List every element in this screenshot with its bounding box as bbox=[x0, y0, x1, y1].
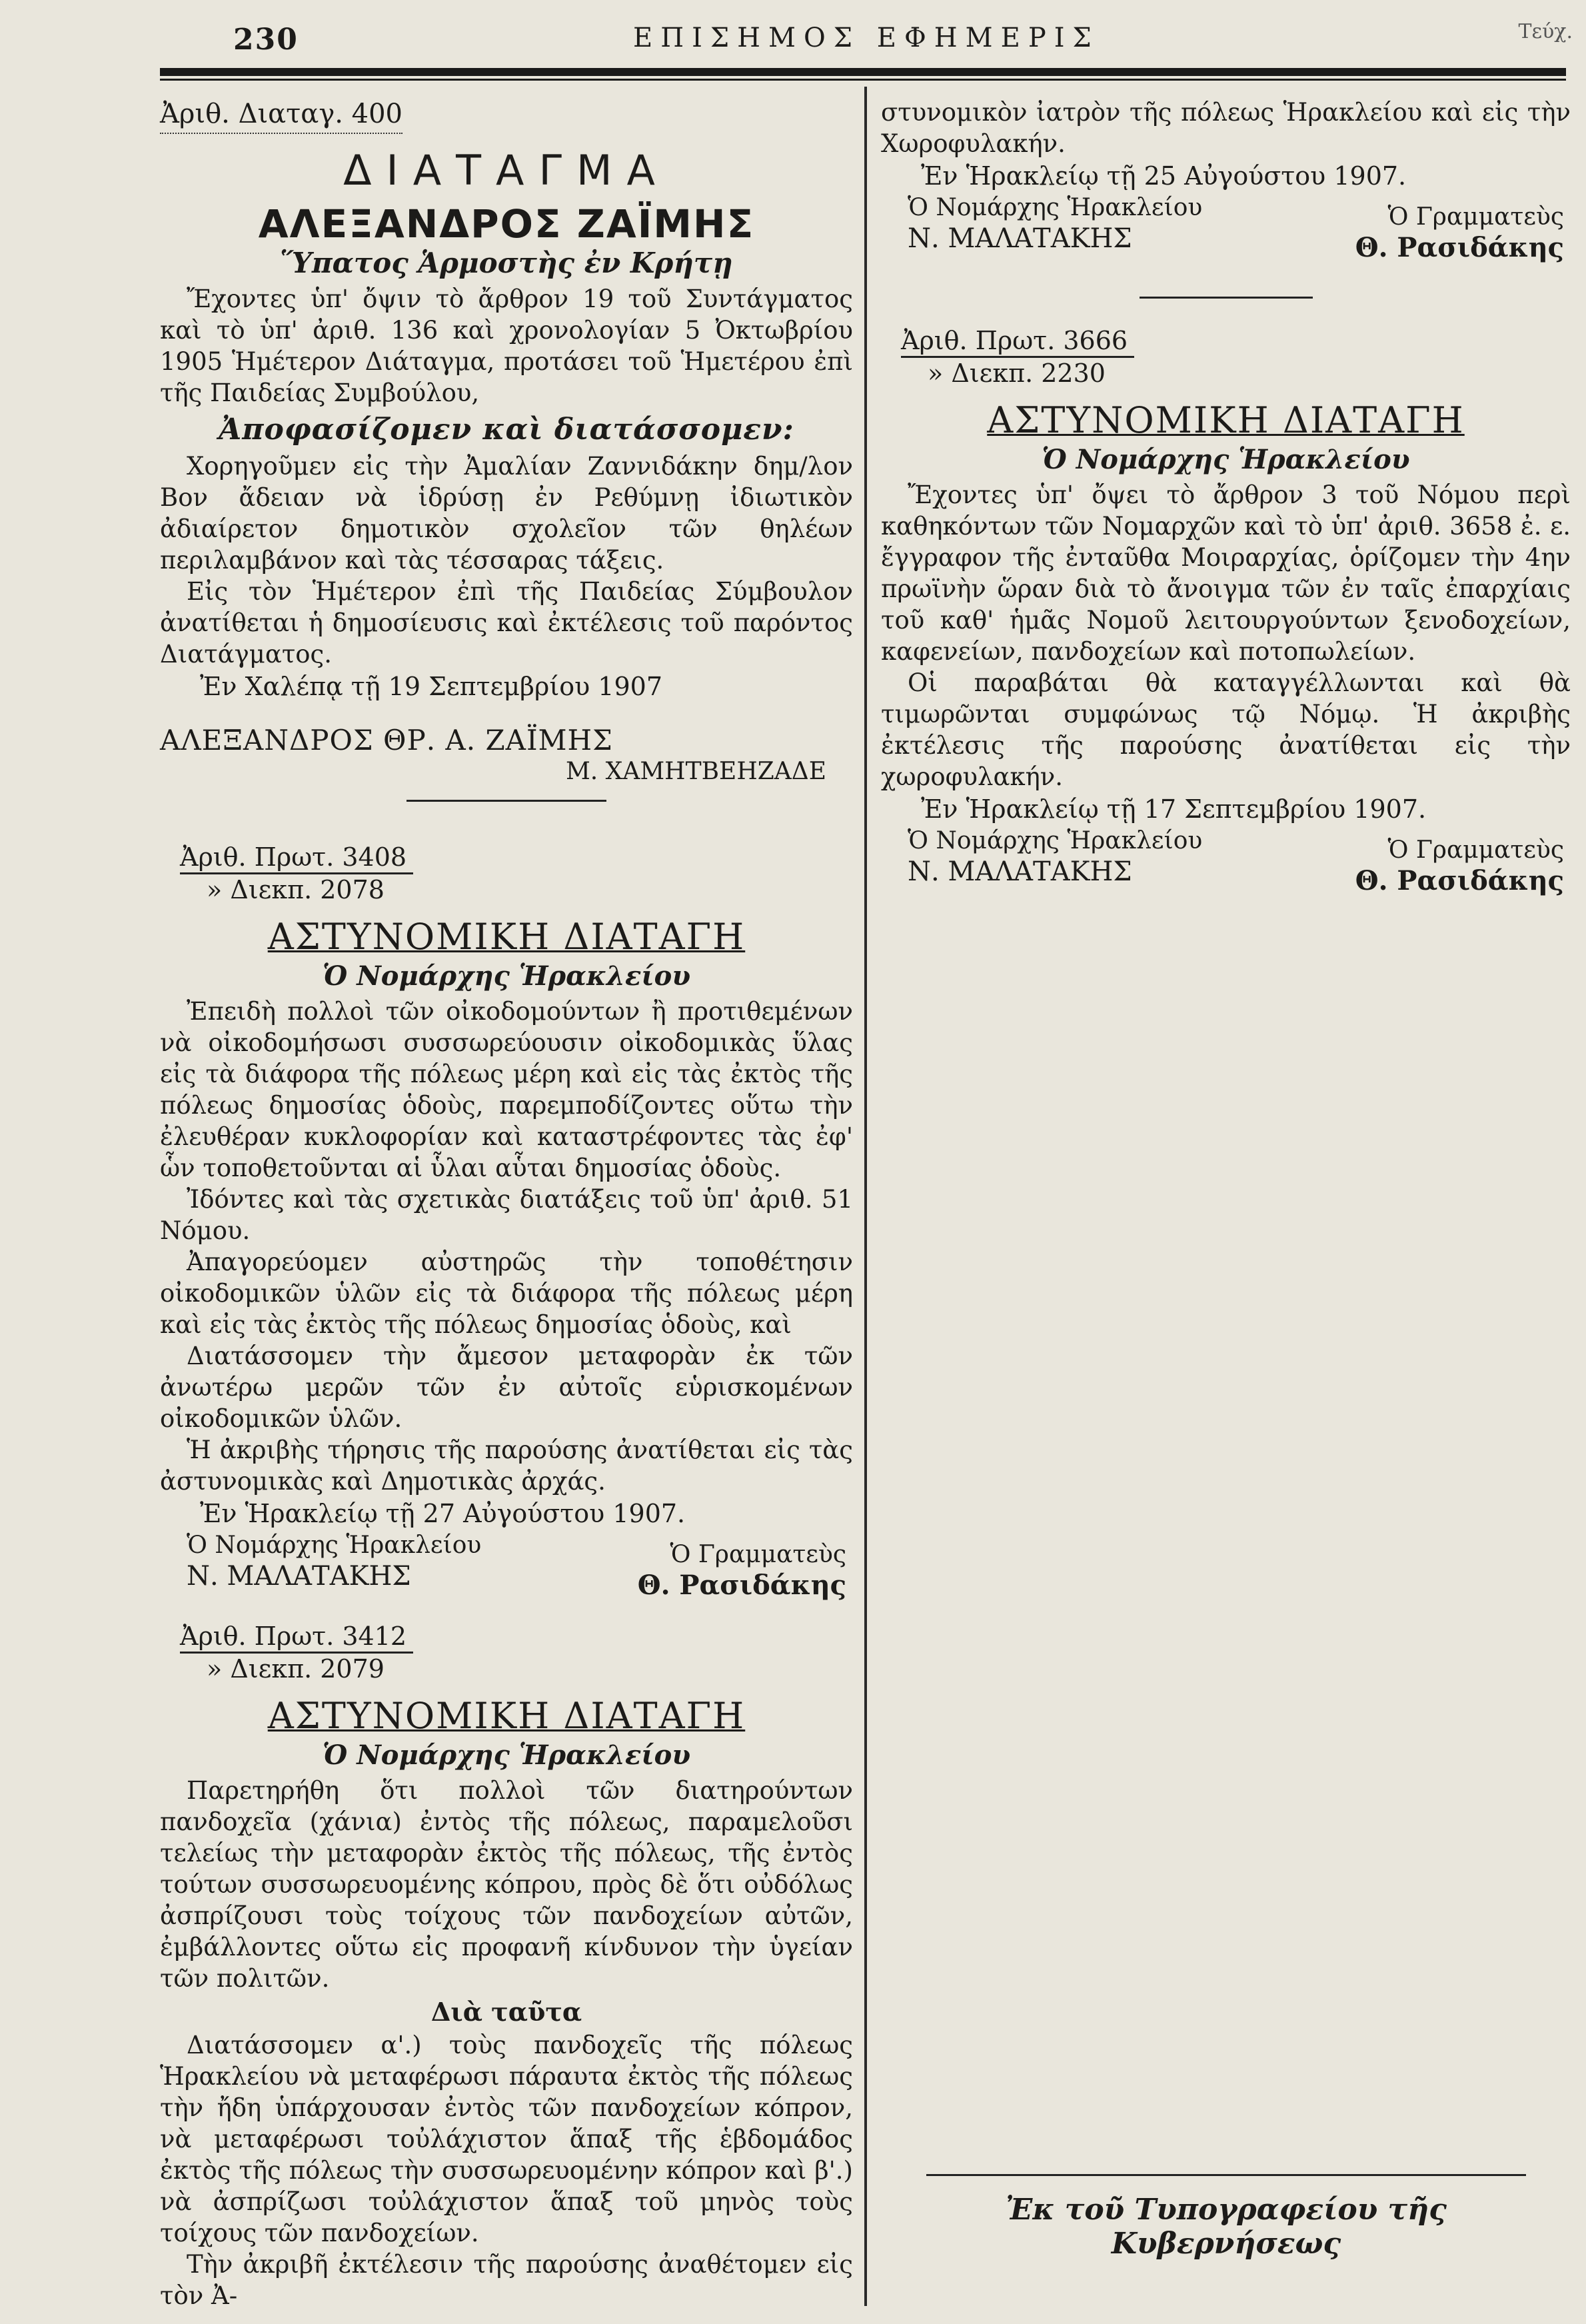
decree-date: Ἐν Χαλέπᾳ τῇ 19 Σεπτεμβρίου 1907 bbox=[200, 672, 663, 701]
decree-name: ΑΛΕΞΑΝΔΡΟΣ ΖΑΪΜΗΣ bbox=[258, 201, 755, 247]
decree-paragraph: Εἰς τὸν Ἡμέτερον ἐπὶ τῆς Παιδείας Σύμβουλον ἀνατίθεται ἡ δημοσίευσις καὶ ἐκτέλεσις τοῦ παρόντος Διατάγματος. bbox=[160, 577, 853, 668]
printer-imprint: Ἐκ τοῦ Τυπογραφείου τῆς Κυβερνήσεως bbox=[1006, 2193, 1447, 2261]
separator bbox=[406, 800, 606, 802]
order-paragraph: Οἱ παραβάται θὰ καταγγέλλωνται καὶ θὰ τιμωρῶνται συμφώνως τῷ Νόμῳ. Ἡ ἀκριβὴς ἐκτέλεσις τῆς παρούσης ἀνατίθεται εἰς τὴν χωροφυλακήν. bbox=[881, 668, 1571, 791]
decree-paragraph: Ἔχοντες ὑπ' ὄψιν τὸ ἄρθρον 19 τοῦ Συντάγματος καὶ τὸ ὑπ' ἀριθ. 136 καὶ χρονολογίαν 5 Ὀκτωβρίου 1905 Ἡμέτερον Διάταγμα, προτάσει τοῦ Ἡμετέρου ἐπὶ τῆς Παιδείας Συμβούλου, bbox=[160, 285, 853, 407]
order-date: Ἐν Ἡρακλείῳ τῇ 17 Σεπτεμβρίου 1907. bbox=[921, 794, 1427, 824]
secretary-signature bbox=[1355, 193, 1571, 263]
order-subtitle: Ὁ Νομάρχης Ἡρακλείου bbox=[322, 960, 691, 992]
decree-subtitle: Ὕπατος Ἁρμοστὴς ἐν Κρήτῃ bbox=[280, 247, 733, 279]
order-title: ΑΣΤΥΝΟΜΙΚΗ ΔΙΑΤΑΓΗ bbox=[267, 916, 746, 958]
masthead-rule-thin bbox=[160, 79, 1566, 81]
order-3412-continuation bbox=[881, 97, 1571, 299]
police-order-3412 bbox=[160, 1621, 853, 2311]
order-therefore: Διὰ ταῦτα bbox=[430, 1997, 582, 2027]
printer-rule bbox=[926, 2174, 1526, 2176]
order-ref-protocol: Ἀριθ. Πρωτ. 3412 bbox=[180, 1621, 413, 1654]
order-refs bbox=[160, 842, 853, 905]
order-signatures bbox=[160, 1530, 853, 1601]
decree-paragraph: Χορηγοῦμεν εἰς τὴν Ἀμαλίαν Ζαννιδάκην δημ/λον Βον ἄδειαν νὰ ἱδρύσῃ ἐν Ρεθύμνῃ ἰδιωτικὸν ἀδιαίρετον δημοτικὸν σχολεῖον τῶν θηλέων περιλαμβάνον καὶ τὰς τέσσαρας τάξεις. bbox=[160, 452, 853, 575]
order-subtitle: Ὁ Νομάρχης Ἡρακλείου bbox=[322, 1740, 691, 1771]
continuation-date: Ἐν Ἡρακλείῳ τῇ 25 Αὐγούστου 1907. bbox=[921, 161, 1407, 191]
order-ref-protocol: Ἀριθ. Πρωτ. 3666 bbox=[901, 325, 1134, 358]
order-title: ΑΣΤΥΝΟΜΙΚΗ ΔΙΑΤΑΓΗ bbox=[987, 399, 1465, 441]
secretary-name: Θ. Ρασιδάκης bbox=[637, 1570, 846, 1601]
secretary-role: Ὁ Γραμματεὺς bbox=[670, 1541, 846, 1568]
column-divider bbox=[864, 87, 867, 2306]
police-order-3666 bbox=[881, 325, 1571, 896]
secretary-signature bbox=[638, 1530, 853, 1601]
prefect-role: Ὁ Νομάρχης Ἡρακλείου bbox=[908, 827, 1203, 854]
order-date: Ἐν Ἡρακλείῳ τῇ 27 Αὐγούστου 1907. bbox=[200, 1499, 686, 1528]
order-title: ΑΣΤΥΝΟΜΙΚΗ ΔΙΑΤΑΓΗ bbox=[267, 1695, 746, 1737]
order-subtitle: Ὁ Νομάρχης Ἡρακλείου bbox=[1042, 444, 1410, 475]
order-paragraph: Παρετηρήθη ὅτι πολλοὶ τῶν διατηρούντων πανδοχεῖα (χάνια) ἐντὸς τῆς πόλεως, παραμελοῦσι τελείως τὴν μεταφορὰν ἐκτὸς τῆς πόλεως, τῆς ἐντὸς τούτων συσσωρευομένης κόπρου, πρὸς δὲ ὅτι οὐδόλως ἀσπρίζουσι τοὺς τοίχους τῶν πανδοχείων αὐτῶν, ἐμβάλλοντες οὕτω εἰς προφανῆ κίνδυνον τὴν ὑγείαν τῶν πολιτῶν. bbox=[160, 1776, 853, 1993]
prefect-name: Ν. ΜΑΛΑΤΑΚΗΣ bbox=[187, 1561, 411, 1592]
prefect-role: Ὁ Νομάρχης Ἡρακλείου bbox=[187, 1532, 482, 1559]
order-paragraph: Ἡ ἀκριβὴς τήρησις τῆς παρούσης ἀνατίθεται εἰς τὰς ἀστυνομικὰς καὶ Δημοτικὰς ἀρχάς. bbox=[160, 1436, 853, 1496]
decree-title: ΔΙΑΤΑΓΜΑ bbox=[343, 146, 670, 195]
order-ref-dispatch: » Διεκπ. 2078 bbox=[207, 875, 385, 904]
order-ref-protocol: Ἀριθ. Πρωτ. 3408 bbox=[180, 842, 413, 874]
order-ref-dispatch: » Διεκπ. 2079 bbox=[207, 1654, 385, 1684]
page-number: 230 bbox=[233, 23, 299, 57]
order-ref-dispatch: » Διεκπ. 2230 bbox=[928, 359, 1106, 388]
order-refs bbox=[160, 1621, 853, 1684]
secretary-signature bbox=[1355, 826, 1571, 896]
prefect-signature bbox=[881, 193, 1202, 254]
order-signatures bbox=[881, 826, 1571, 896]
secretary-name: Θ. Ρασιδάκης bbox=[1355, 232, 1564, 263]
order-refs bbox=[881, 325, 1571, 389]
secretary-role: Ὁ Γραμματεὺς bbox=[1387, 836, 1564, 864]
order-paragraph: Ἰδόντες καὶ τὰς σχετικὰς διατάξεις τοῦ ὑπ' ἀριθ. 51 Νόμου. bbox=[160, 1185, 853, 1245]
decree-decision: Ἀποφασίζομεν καὶ διατάσσομεν: bbox=[219, 413, 794, 447]
order-paragraph: Ἀπαγορεύομεν αὐστηρῶς τὴν τοποθέτησιν οἰκοδομικῶν ὑλῶν εἰς τὰ διάφορα τῆς πόλεως μέρη καὶ εἰς τὰς ἐκτὸς τῆς πόλεως δημοσίας ὁδοὺς, καὶ bbox=[160, 1248, 853, 1339]
continuation-signatures bbox=[881, 193, 1571, 263]
order-paragraph: Διατάσσομεν τὴν ἄμεσον μεταφορὰν ἐκ τῶν ἀνωτέρω μερῶν τῶν ἐν αὐτοῖς εὑρισκομένων οἰκοδομικῶν ὑλῶν. bbox=[160, 1342, 853, 1433]
prefect-signature bbox=[881, 826, 1202, 887]
left-column bbox=[160, 97, 853, 2311]
secretary-name: Θ. Ρασιδάκης bbox=[1355, 865, 1564, 896]
decree-ref: Ἀριθ. Διαταγ. 400 bbox=[160, 97, 402, 134]
order-paragraph: Τὴν ἀκριβῆ ἐκτέλεσιν τῆς παρούσης ἀναθέτομεν εἰς τὸν Ἀ- bbox=[160, 2250, 853, 2310]
prefect-name: Ν. ΜΑΛΑΤΑΚΗΣ bbox=[908, 856, 1132, 887]
masthead bbox=[167, 20, 1573, 60]
decree-countersign: Μ. ΧΑΜΗΤΒΕΗΖΑΔΕ bbox=[565, 758, 826, 785]
issue-corner: Τεύχ. bbox=[1518, 20, 1573, 43]
right-column bbox=[881, 97, 1571, 896]
journal-title: ΕΠΙΣΗΜΟΣ ΕΦΗΜΕΡΙΣ bbox=[633, 23, 1100, 53]
prefect-name: Ν. ΜΑΛΑΤΑΚΗΣ bbox=[908, 223, 1132, 254]
secretary-role: Ὁ Γραμματεὺς bbox=[1387, 203, 1564, 231]
police-order-3408 bbox=[160, 842, 853, 1601]
order-paragraph: Διατάσσομεν α'.) τοὺς πανδοχεῖς τῆς πόλεως Ἡρακλείου νὰ μεταφέρωσι πάραυτα ἐκτὸς τῆς πόλεως τὴν ἤδη ὑπάρχουσαν ἐντὸς τῶν πανδοχείων κόπρον, νὰ μεταφέρωσι τοὐλάχιστον ἅπαξ τῆς ἑβδομάδος ἐκτὸς τῆς πόλεως τὴν συσσωρευομένην κόπρον καὶ β'.) νὰ ἀσπρίζωσι τοὐλάχιστον ἅπαξ τοῦ μηνὸς τοὺς τοίχους τῶν πανδοχείων. bbox=[160, 2031, 853, 2247]
prefect-signature bbox=[160, 1530, 481, 1592]
decree-signer: ΑΛΕΞΑΝΔΡΟΣ ΘΡ. Α. ΖΑΪΜΗΣ bbox=[160, 724, 613, 756]
continuation-paragraph: στυνομικὸν ἰατρὸν τῆς πόλεως Ἡρακλείου καὶ εἰς τὴν Χωροφυλακήν. bbox=[881, 98, 1571, 158]
prefect-role: Ὁ Νομάρχης Ἡρακλείου bbox=[908, 194, 1203, 221]
separator bbox=[1140, 297, 1313, 299]
order-paragraph: Ἐπειδὴ πολλοὶ τῶν οἰκοδομούντων ἢ προτιθεμένων νὰ οἰκοδομήσωσι συσσωρεύουσιν οἰκοδομικὰς ὕλας εἰς τὰ διάφορα τῆς πόλεως μέρη καὶ εἰς τὰς ἐκτὸς τῆς πόλεως δημοσίας ὁδοὺς, παρεμποδίζοντες οὕτω τὴν ἐλευθέραν κυκλοφορίαν καὶ καταστρέφοντες τὰς ἐφ' ὧν τοποθετοῦνται αἱ ὗλαι αὗται δημοσίας ὁδοὺς. bbox=[160, 997, 853, 1182]
decree-400 bbox=[160, 97, 853, 802]
masthead-rule bbox=[160, 68, 1566, 76]
order-paragraph: Ἔχοντες ὑπ' ὄψει τὸ ἄρθρον 3 τοῦ Νόμου περὶ καθηκόντων τῶν Νομαρχῶν καὶ τὸ ὑπ' ἀριθ. 3658 ἐ. ε. ἔγγραφον τῆς ἐνταῦθα Μοιραρχίας, ὁρίζομεν τὴν 4ην πρωϊνὴν ὥραν διὰ τὸ ἄνοιγμα τῶν ἐν ταῖς ἐπαρχίαις τοῦ καθ' ἡμᾶς Νομοῦ λειτουργούντων ξενοδοχείων, καφενείων, πανδοχείων καὶ ποτοπωλείων. bbox=[881, 481, 1571, 666]
